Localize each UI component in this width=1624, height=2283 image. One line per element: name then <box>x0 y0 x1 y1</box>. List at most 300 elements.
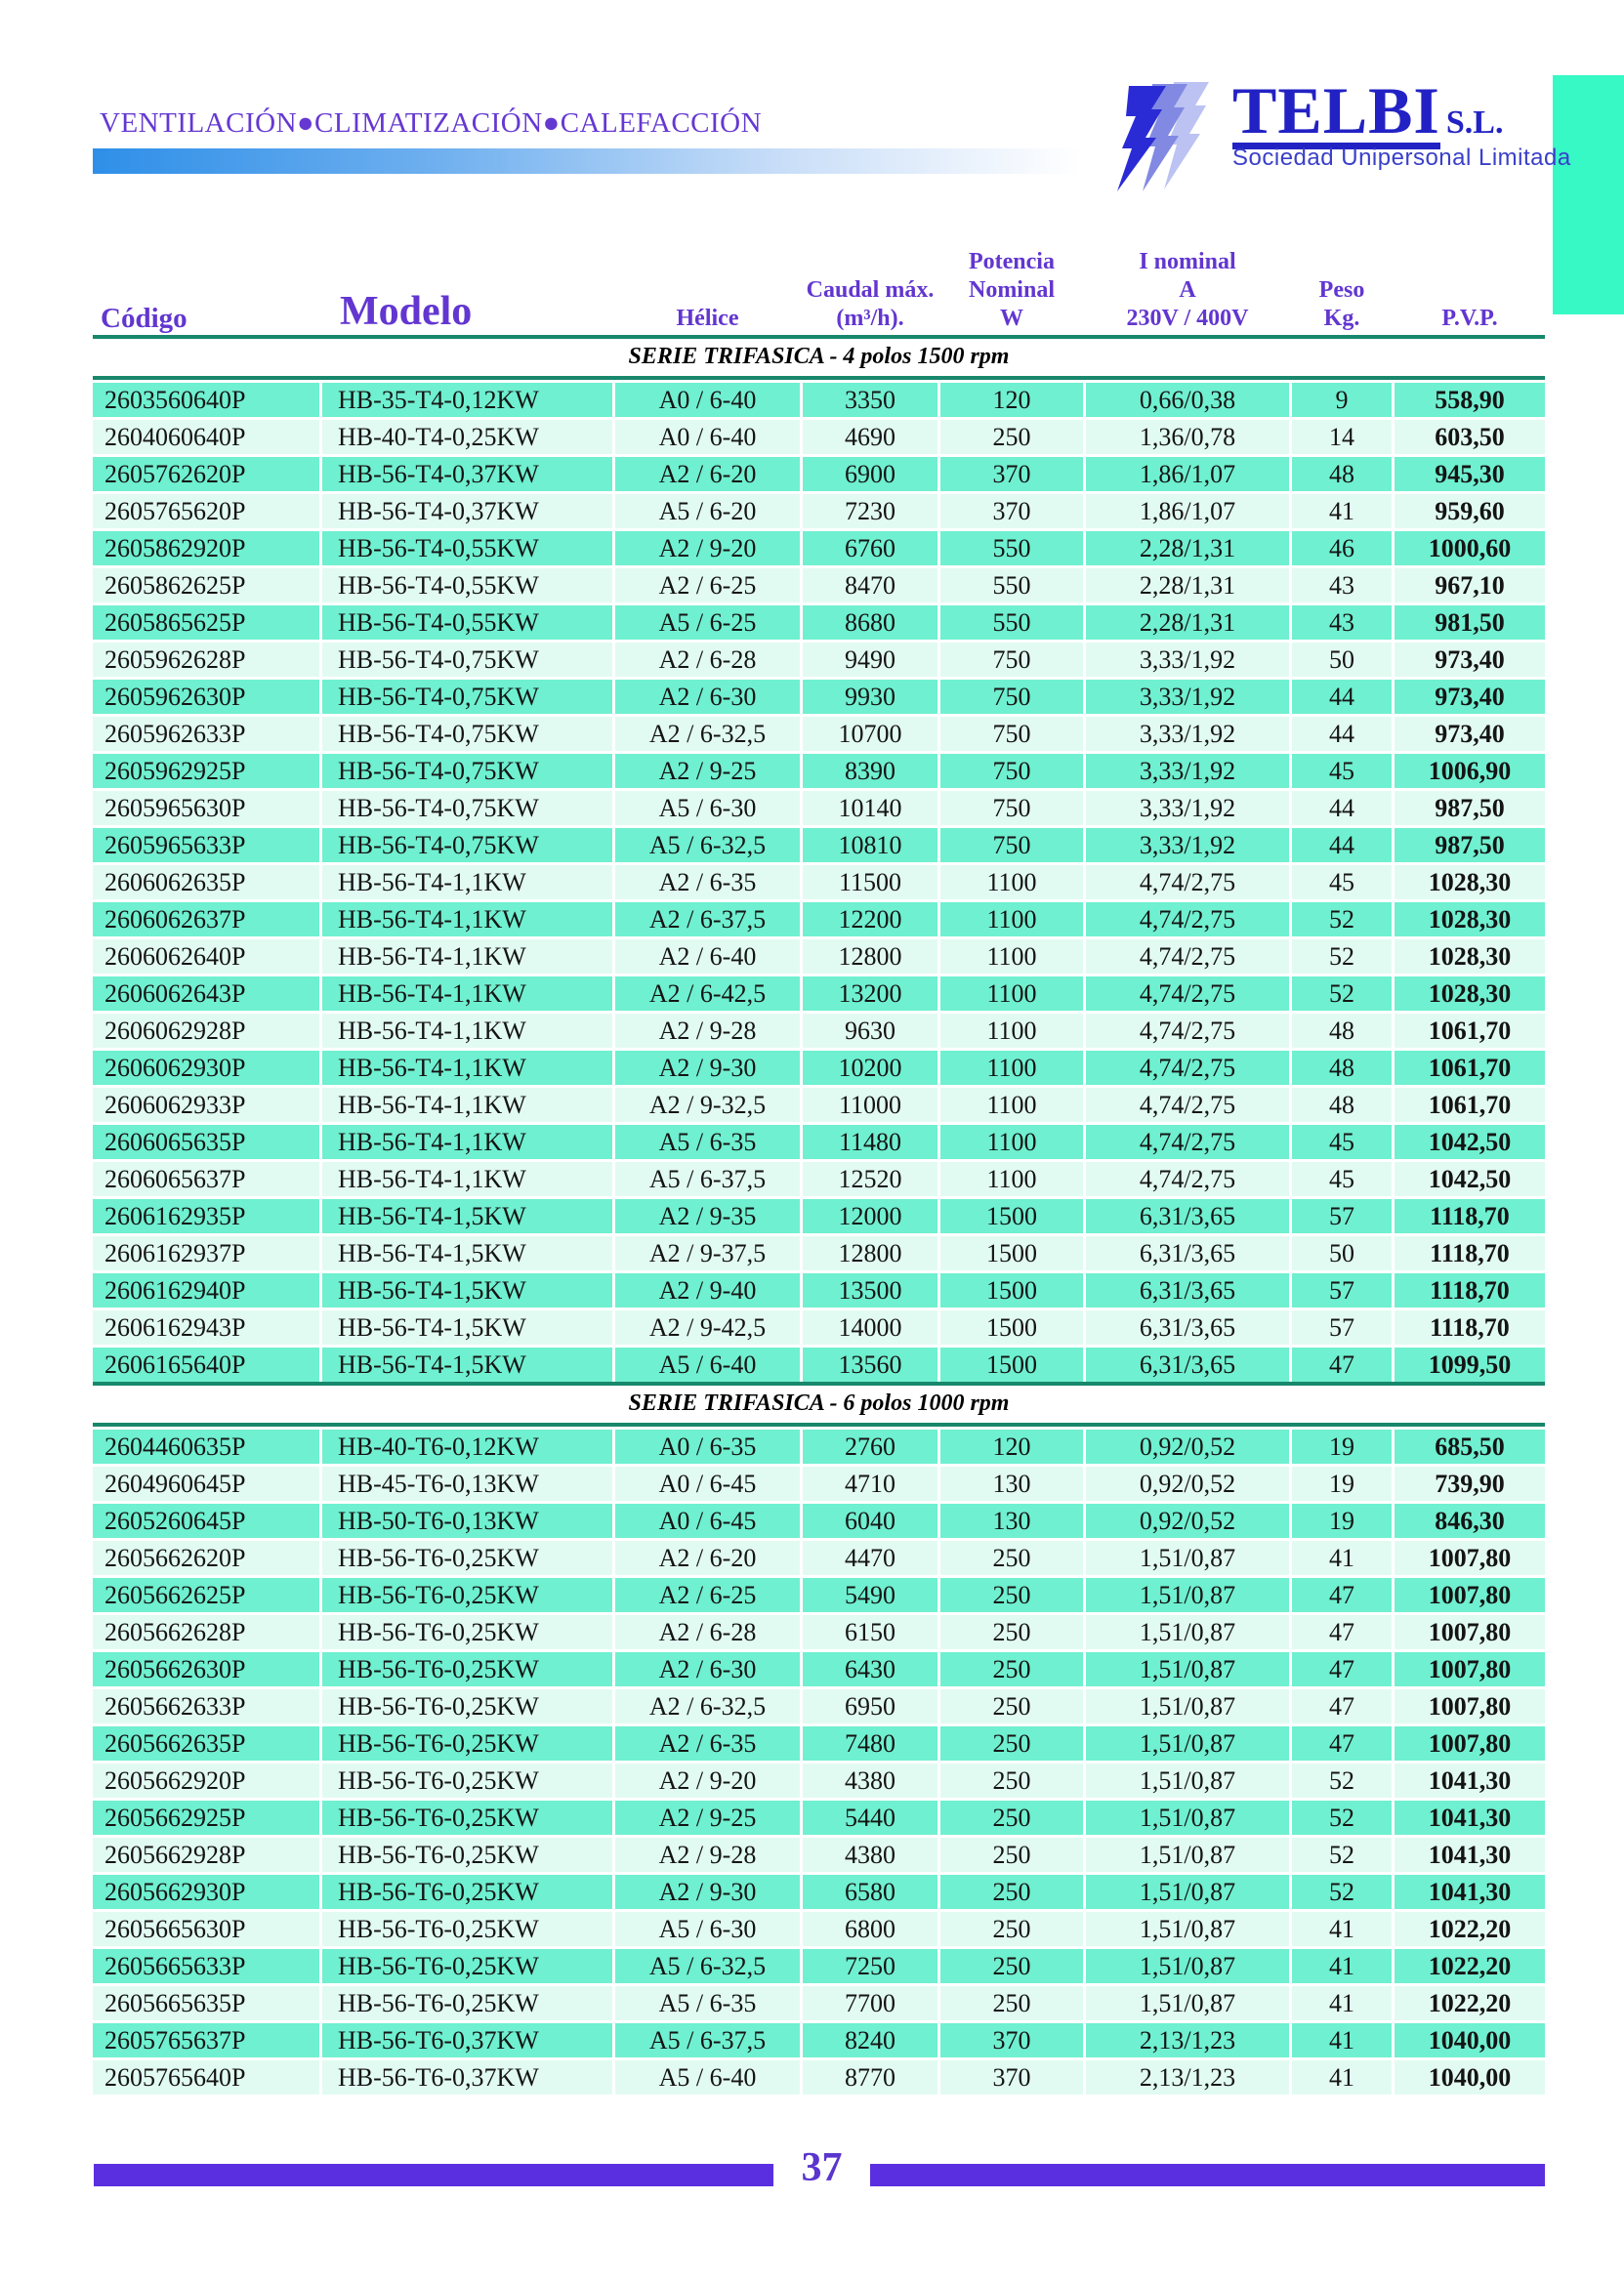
table-cell: A2 / 9-25 <box>615 1801 800 1835</box>
table-cell: 14000 <box>803 1310 937 1345</box>
footer-bar-left <box>94 2164 773 2186</box>
table-cell: 12000 <box>803 1199 937 1233</box>
table-cell: A2 / 6-20 <box>615 1541 800 1575</box>
table-cell: 1007,80 <box>1395 1689 1545 1723</box>
divider-line <box>93 1423 1545 1427</box>
table-cell: HB-45-T6-0,13KW <box>322 1467 612 1501</box>
table-cell: A2 / 9-30 <box>615 1875 800 1909</box>
table-body <box>93 335 1545 2095</box>
table-cell: 2606062640P <box>93 939 319 974</box>
table-cell: 987,50 <box>1395 791 1545 825</box>
page-number: 37 <box>801 2145 843 2190</box>
table-cell: HB-56-T4-0,75KW <box>322 791 612 825</box>
table-cell: 3,33/1,92 <box>1086 791 1289 825</box>
column-header-caudal: Caudal máx. (m³/h). <box>806 277 935 331</box>
table-cell: 6,31/3,65 <box>1086 1348 1289 1382</box>
table-cell: 250 <box>940 420 1083 454</box>
table-cell: 48 <box>1292 1088 1392 1122</box>
table-cell: 1006,90 <box>1395 754 1545 788</box>
table-cell: 2606062643P <box>93 976 319 1011</box>
table-cell: 2605662628P <box>93 1615 319 1649</box>
table-cell: 2605962925P <box>93 754 319 788</box>
table-cell: 6950 <box>803 1689 937 1723</box>
table-cell: 750 <box>940 717 1083 751</box>
table-cell: 370 <box>940 457 1083 491</box>
table-cell: 50 <box>1292 643 1392 677</box>
table-cell: A2 / 6-35 <box>615 1726 800 1761</box>
table-cell: HB-56-T6-0,25KW <box>322 1986 612 2020</box>
table-cell: 1,51/0,87 <box>1086 1652 1289 1686</box>
table-cell: 52 <box>1292 902 1392 936</box>
table-cell: 739,90 <box>1395 1467 1545 1501</box>
table-cell: 8770 <box>803 2060 937 2095</box>
table-cell: 44 <box>1292 717 1392 751</box>
table-cell: A2 / 9-37,5 <box>615 1236 800 1270</box>
header-gradient-bar <box>93 148 1081 174</box>
table-cell: 1000,60 <box>1395 531 1545 565</box>
table-cell: 6800 <box>803 1912 937 1946</box>
table-cell: 981,50 <box>1395 605 1545 640</box>
table-cell: HB-56-T4-0,75KW <box>322 643 612 677</box>
logo-name: TELBI <box>1232 73 1440 147</box>
table-cell: 2605665635P <box>93 1986 319 2020</box>
table-cell: 41 <box>1292 1541 1392 1575</box>
table-cell: HB-56-T4-1,5KW <box>322 1348 612 1382</box>
table-cell: 4470 <box>803 1541 937 1575</box>
table-cell: 1500 <box>940 1348 1083 1382</box>
table-cell: 1100 <box>940 902 1083 936</box>
table-cell: 4,74/2,75 <box>1086 1162 1289 1196</box>
table-cell: 1061,70 <box>1395 1088 1545 1122</box>
table-cell: 45 <box>1292 1125 1392 1159</box>
table-cell: 1007,80 <box>1395 1541 1545 1575</box>
table-cell: 48 <box>1292 457 1392 491</box>
table-cell: 2605665630P <box>93 1912 319 1946</box>
table-cell: 41 <box>1292 1912 1392 1946</box>
table-cell: HB-56-T4-0,55KW <box>322 605 612 640</box>
table-cell: A2 / 9-35 <box>615 1199 800 1233</box>
table-cell: 558,90 <box>1395 383 1545 417</box>
table-cell: 11480 <box>803 1125 937 1159</box>
table-cell: A2 / 6-25 <box>615 568 800 602</box>
table-cell: 250 <box>940 1949 1083 1983</box>
table-cell: 41 <box>1292 1986 1392 2020</box>
table-cell: 2605965633P <box>93 828 319 862</box>
table-cell: 2606062635P <box>93 865 319 899</box>
table-cell: 1500 <box>940 1199 1083 1233</box>
table-cell: HB-56-T6-0,25KW <box>322 1764 612 1798</box>
table-cell: 9 <box>1292 383 1392 417</box>
table-cell: 47 <box>1292 1578 1392 1612</box>
table-cell: 1022,20 <box>1395 1949 1545 1983</box>
table-cell: 1,51/0,87 <box>1086 1912 1289 1946</box>
table-cell: 10700 <box>803 717 937 751</box>
table-cell: 4,74/2,75 <box>1086 902 1289 936</box>
table-cell: 2606062930P <box>93 1051 319 1085</box>
table-cell: HB-56-T6-0,25KW <box>322 1801 612 1835</box>
table-cell: 0,92/0,52 <box>1086 1467 1289 1501</box>
table-cell: A2 / 6-25 <box>615 1578 800 1612</box>
table-cell: 52 <box>1292 1838 1392 1872</box>
table-cell: 52 <box>1292 1875 1392 1909</box>
table-cell: 6760 <box>803 531 937 565</box>
table-cell: 370 <box>940 2023 1083 2057</box>
table-cell: 50 <box>1292 1236 1392 1270</box>
table-cell: 47 <box>1292 1726 1392 1761</box>
table-cell: 2605762620P <box>93 457 319 491</box>
table-cell: 2605662630P <box>93 1652 319 1686</box>
table-cell: A5 / 6-20 <box>615 494 800 528</box>
table-section-rows <box>93 383 1545 1382</box>
table-cell: 2605662635P <box>93 1726 319 1761</box>
table-cell: 250 <box>940 1689 1083 1723</box>
table-cell: 945,30 <box>1395 457 1545 491</box>
table-cell: HB-56-T6-0,25KW <box>322 1912 612 1946</box>
column-header-pvp: P.V.P. <box>1441 306 1498 331</box>
table-cell: 41 <box>1292 2060 1392 2095</box>
table-cell: 250 <box>940 1838 1083 1872</box>
table-cell: 48 <box>1292 1051 1392 1085</box>
table-cell: A2 / 9-20 <box>615 531 800 565</box>
table-cell: 2,13/1,23 <box>1086 2060 1289 2095</box>
table-cell: 6900 <box>803 457 937 491</box>
table-cell: 44 <box>1292 791 1392 825</box>
table-cell: 3,33/1,92 <box>1086 828 1289 862</box>
table-cell: 1041,30 <box>1395 1764 1545 1798</box>
table-cell: 57 <box>1292 1310 1392 1345</box>
table-cell: 1,51/0,87 <box>1086 1764 1289 1798</box>
table-cell: 750 <box>940 643 1083 677</box>
table-cell: 2606065635P <box>93 1125 319 1159</box>
table-cell: 130 <box>940 1467 1083 1501</box>
table-cell: 45 <box>1292 865 1392 899</box>
table-cell: HB-56-T4-1,1KW <box>322 1088 612 1122</box>
table-cell: 2605862920P <box>93 531 319 565</box>
table-cell: A2 / 9-20 <box>615 1764 800 1798</box>
table-cell: 6430 <box>803 1652 937 1686</box>
table-cell: 973,40 <box>1395 643 1545 677</box>
table-cell: A2 / 9-40 <box>615 1273 800 1308</box>
table-cell: 1118,70 <box>1395 1236 1545 1270</box>
column-header-peso: Peso Kg. <box>1318 277 1365 331</box>
table-cell: 1118,70 <box>1395 1310 1545 1345</box>
table-cell: 6150 <box>803 1615 937 1649</box>
table-cell: 47 <box>1292 1652 1392 1686</box>
table-cell: 2604060640P <box>93 420 319 454</box>
table-cell: 1041,30 <box>1395 1875 1545 1909</box>
column-header-codigo: Código <box>101 303 187 334</box>
table-cell: 52 <box>1292 939 1392 974</box>
table-cell: HB-56-T6-0,25KW <box>322 1689 612 1723</box>
table-cell: 1042,50 <box>1395 1162 1545 1196</box>
table-cell: 1028,30 <box>1395 865 1545 899</box>
table-cell: 1,51/0,87 <box>1086 1875 1289 1909</box>
table-cell: 12800 <box>803 1236 937 1270</box>
table-cell: 45 <box>1292 1162 1392 1196</box>
table-cell: 2,28/1,31 <box>1086 568 1289 602</box>
table-cell: 7480 <box>803 1726 937 1761</box>
table-cell: 2605865625P <box>93 605 319 640</box>
table-cell: 11000 <box>803 1088 937 1122</box>
table-cell: 4,74/2,75 <box>1086 1125 1289 1159</box>
table-cell: 1099,50 <box>1395 1348 1545 1382</box>
table-cell: HB-56-T4-1,1KW <box>322 1162 612 1196</box>
table-cell: 12520 <box>803 1162 937 1196</box>
table-cell: 1007,80 <box>1395 1578 1545 1612</box>
table-cell: 7230 <box>803 494 937 528</box>
corner-accent-block <box>1553 75 1624 314</box>
table-cell: A2 / 9-28 <box>615 1014 800 1048</box>
table-cell: 550 <box>940 605 1083 640</box>
logo-subtitle: Sociedad Unipersonal Limitada <box>1232 145 1571 171</box>
table-cell: HB-56-T4-1,1KW <box>322 1014 612 1048</box>
table-cell: 19 <box>1292 1504 1392 1538</box>
table-cell: 5490 <box>803 1578 937 1612</box>
table-cell: 1007,80 <box>1395 1726 1545 1761</box>
table-cell: HB-56-T6-0,25KW <box>322 1541 612 1575</box>
table-cell: 1022,20 <box>1395 1986 1545 2020</box>
table-cell: HB-56-T4-1,5KW <box>322 1273 612 1308</box>
table-cell: HB-56-T6-0,25KW <box>322 1875 612 1909</box>
table-cell: 2605662620P <box>93 1541 319 1575</box>
column-header-i-nominal: I nominal A 230V / 400V <box>1126 249 1249 331</box>
table-cell: HB-56-T4-1,1KW <box>322 1125 612 1159</box>
table-cell: HB-56-T6-0,25KW <box>322 1652 612 1686</box>
table-cell: HB-56-T6-0,37KW <box>322 2060 612 2095</box>
table-cell: 2605260645P <box>93 1504 319 1538</box>
table-cell: 1,51/0,87 <box>1086 1838 1289 1872</box>
table-cell: 44 <box>1292 680 1392 714</box>
table-cell: 1,36/0,78 <box>1086 420 1289 454</box>
table-cell: 52 <box>1292 976 1392 1011</box>
table-cell: 45 <box>1292 754 1392 788</box>
table-cell: A2 / 9-28 <box>615 1838 800 1872</box>
table-cell: 4,74/2,75 <box>1086 939 1289 974</box>
table-cell: 987,50 <box>1395 828 1545 862</box>
section-title: SERIE TRIFASICA - 6 polos 1000 rpm <box>628 1391 1010 1416</box>
table-cell: 2760 <box>803 1430 937 1464</box>
table-cell: 6,31/3,65 <box>1086 1310 1289 1345</box>
table-cell: HB-56-T4-1,1KW <box>322 1051 612 1085</box>
table-cell: 7700 <box>803 1986 937 2020</box>
table-cell: 0,92/0,52 <box>1086 1430 1289 1464</box>
table-cell: 1007,80 <box>1395 1615 1545 1649</box>
table-cell: 1061,70 <box>1395 1014 1545 1048</box>
table-cell: 4690 <box>803 420 937 454</box>
table-cell: HB-56-T4-0,55KW <box>322 531 612 565</box>
table-cell: 846,30 <box>1395 1504 1545 1538</box>
table-cell: A2 / 9-25 <box>615 754 800 788</box>
table-cell: HB-56-T4-1,1KW <box>322 976 612 1011</box>
table-cell: HB-56-T6-0,25KW <box>322 1949 612 1983</box>
table-cell: HB-35-T4-0,12KW <box>322 383 612 417</box>
table-cell: 750 <box>940 828 1083 862</box>
table-cell: 13560 <box>803 1348 937 1382</box>
table-cell: 1041,30 <box>1395 1801 1545 1835</box>
table-cell: A0 / 6-45 <box>615 1467 800 1501</box>
table-cell: 1,86/1,07 <box>1086 494 1289 528</box>
table-cell: HB-56-T6-0,37KW <box>322 2023 612 2057</box>
table-cell: 967,10 <box>1395 568 1545 602</box>
table-cell: HB-56-T4-0,75KW <box>322 717 612 751</box>
table-cell: A5 / 6-30 <box>615 791 800 825</box>
table-cell: 2603560640P <box>93 383 319 417</box>
table-cell: 46 <box>1292 531 1392 565</box>
page-tagline: VENTILACIÓN●CLIMATIZACIÓN●CALEFACCIÓN <box>100 107 763 139</box>
table-cell: 1,51/0,87 <box>1086 1578 1289 1612</box>
table-cell: 959,60 <box>1395 494 1545 528</box>
table-cell: 2605962628P <box>93 643 319 677</box>
table-cell: 9930 <box>803 680 937 714</box>
table-cell: 1042,50 <box>1395 1125 1545 1159</box>
table-cell: 1100 <box>940 865 1083 899</box>
table-cell: A2 / 9-32,5 <box>615 1088 800 1122</box>
table-cell: A2 / 6-35 <box>615 865 800 899</box>
table-cell: 1100 <box>940 1014 1083 1048</box>
table-cell: 2606162935P <box>93 1199 319 1233</box>
table-cell: 1,51/0,87 <box>1086 1986 1289 2020</box>
table-cell: A2 / 6-28 <box>615 643 800 677</box>
table-cell: 52 <box>1292 1764 1392 1798</box>
table-cell: A0 / 6-45 <box>615 1504 800 1538</box>
table-cell: 2606162937P <box>93 1236 319 1270</box>
telbi-logo <box>1232 73 1504 149</box>
table-cell: 370 <box>940 494 1083 528</box>
table-cell: A2 / 6-42,5 <box>615 976 800 1011</box>
table-cell: 6,31/3,65 <box>1086 1236 1289 1270</box>
table-cell: 3350 <box>803 383 937 417</box>
table-cell: HB-56-T4-1,1KW <box>322 939 612 974</box>
table-cell: 43 <box>1292 605 1392 640</box>
table-cell: 1022,20 <box>1395 1912 1545 1946</box>
divider-line <box>93 376 1545 380</box>
table-cell: 2606062637P <box>93 902 319 936</box>
table-cell: 1040,00 <box>1395 2023 1545 2057</box>
table-cell: 685,50 <box>1395 1430 1545 1464</box>
table-cell: 973,40 <box>1395 680 1545 714</box>
table-cell: 4380 <box>803 1764 937 1798</box>
table-cell: HB-56-T4-1,1KW <box>322 865 612 899</box>
table-cell: 750 <box>940 754 1083 788</box>
table-cell: A2 / 6-20 <box>615 457 800 491</box>
table-cell: 2605662625P <box>93 1578 319 1612</box>
table-cell: 2606062933P <box>93 1088 319 1122</box>
table-cell: 3,33/1,92 <box>1086 643 1289 677</box>
table-cell: A2 / 6-30 <box>615 1652 800 1686</box>
section-title: SERIE TRIFASICA - 4 polos 1500 rpm <box>628 344 1010 369</box>
table-cell: 2605665633P <box>93 1949 319 1983</box>
table-cell: 41 <box>1292 494 1392 528</box>
table-cell: 1028,30 <box>1395 976 1545 1011</box>
table-cell: 13200 <box>803 976 937 1011</box>
table-header <box>93 232 1545 335</box>
table-cell: 1040,00 <box>1395 2060 1545 2095</box>
table-cell: 2605662925P <box>93 1801 319 1835</box>
table-cell: 2,28/1,31 <box>1086 531 1289 565</box>
table-cell: 1100 <box>940 1162 1083 1196</box>
table-cell: A5 / 6-25 <box>615 605 800 640</box>
table-cell: A5 / 6-35 <box>615 1986 800 2020</box>
table-cell: 4,74/2,75 <box>1086 1014 1289 1048</box>
table-cell: 2605662930P <box>93 1875 319 1909</box>
table-cell: A5 / 6-40 <box>615 2060 800 2095</box>
table-cell: HB-40-T6-0,12KW <box>322 1430 612 1464</box>
table-cell: 2606165640P <box>93 1348 319 1382</box>
table-cell: A5 / 6-37,5 <box>615 1162 800 1196</box>
table-cell: 7250 <box>803 1949 937 1983</box>
footer-bar-right <box>870 2164 1545 2186</box>
table-cell: 1,51/0,87 <box>1086 1726 1289 1761</box>
table-cell: 1,51/0,87 <box>1086 1541 1289 1575</box>
table-cell: 6,31/3,65 <box>1086 1273 1289 1308</box>
table-cell: 4,74/2,75 <box>1086 976 1289 1011</box>
table-cell: A5 / 6-32,5 <box>615 1949 800 1983</box>
table-cell: 14 <box>1292 420 1392 454</box>
table-cell: 2605662920P <box>93 1764 319 1798</box>
table-cell: 750 <box>940 680 1083 714</box>
table-cell: HB-56-T4-1,1KW <box>322 902 612 936</box>
table-cell: A5 / 6-37,5 <box>615 2023 800 2057</box>
table-cell: 10200 <box>803 1051 937 1085</box>
table-cell: A5 / 6-35 <box>615 1125 800 1159</box>
table-cell: HB-56-T4-0,37KW <box>322 494 612 528</box>
table-cell: 250 <box>940 1652 1083 1686</box>
table-cell: A2 / 6-30 <box>615 680 800 714</box>
table-cell: 2604460635P <box>93 1430 319 1464</box>
table-cell: 2,28/1,31 <box>1086 605 1289 640</box>
table-cell: A2 / 6-40 <box>615 939 800 974</box>
table-cell: A0 / 6-35 <box>615 1430 800 1464</box>
table-cell: 3,33/1,92 <box>1086 680 1289 714</box>
table-cell: HB-56-T6-0,25KW <box>322 1578 612 1612</box>
logo-suffix: S.L. <box>1445 104 1504 141</box>
table-cell: 43 <box>1292 568 1392 602</box>
table-cell: 550 <box>940 568 1083 602</box>
table-cell: 1,51/0,87 <box>1086 1615 1289 1649</box>
table-cell: 9630 <box>803 1014 937 1048</box>
table-cell: 250 <box>940 1578 1083 1612</box>
table-cell: A5 / 6-40 <box>615 1348 800 1382</box>
table-cell: 2605662633P <box>93 1689 319 1723</box>
table-cell: 250 <box>940 1801 1083 1835</box>
column-header-modelo: Modelo <box>340 289 473 334</box>
column-header-helice: Hélice <box>676 306 739 331</box>
table-cell: A2 / 9-30 <box>615 1051 800 1085</box>
table-cell: 1007,80 <box>1395 1652 1545 1686</box>
table-cell: HB-56-T4-0,75KW <box>322 754 612 788</box>
table-cell: 3,33/1,92 <box>1086 754 1289 788</box>
table-cell: 1028,30 <box>1395 902 1545 936</box>
table-cell: HB-56-T6-0,25KW <box>322 1726 612 1761</box>
table-cell: 2605862625P <box>93 568 319 602</box>
table-cell: HB-56-T4-1,5KW <box>322 1199 612 1233</box>
column-header-potencia: Potencia Nominal W <box>968 249 1055 331</box>
table-cell: HB-56-T6-0,25KW <box>322 1615 612 1649</box>
table-cell: 250 <box>940 1875 1083 1909</box>
table-cell: A5 / 6-30 <box>615 1912 800 1946</box>
table-cell: 1100 <box>940 976 1083 1011</box>
table-cell: 4710 <box>803 1467 937 1501</box>
table-cell: A0 / 6-40 <box>615 420 800 454</box>
table-cell: 120 <box>940 1430 1083 1464</box>
table-cell: 6580 <box>803 1875 937 1909</box>
table-cell: 750 <box>940 791 1083 825</box>
table-cell: HB-56-T4-1,5KW <box>322 1236 612 1270</box>
table-cell: A0 / 6-40 <box>615 383 800 417</box>
table-cell: A2 / 6-32,5 <box>615 717 800 751</box>
table-cell: 57 <box>1292 1273 1392 1308</box>
table-cell: 1,51/0,87 <box>1086 1949 1289 1983</box>
